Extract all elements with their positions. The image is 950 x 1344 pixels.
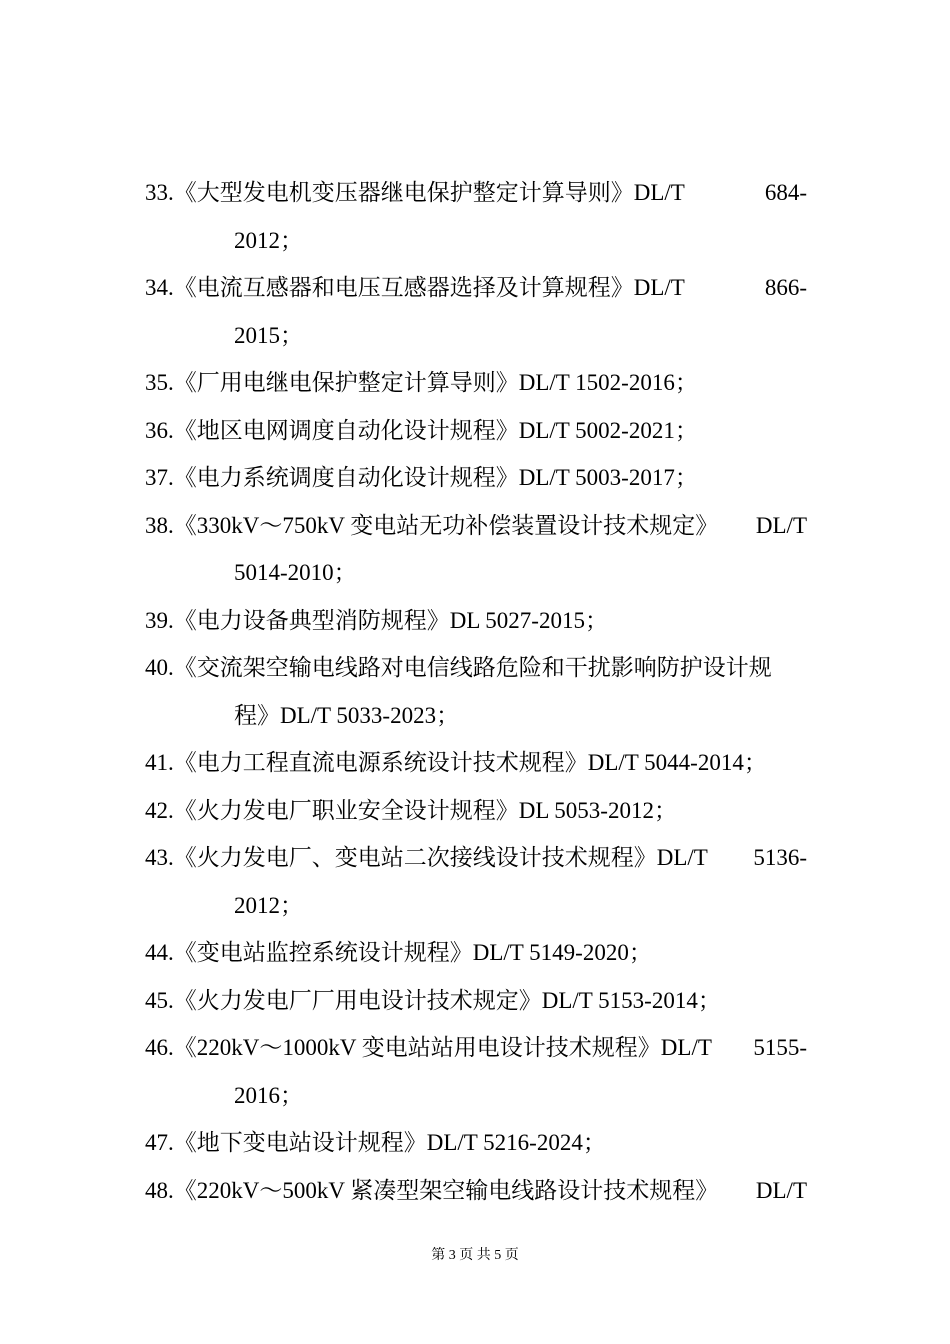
reference-line <box>145 502 807 550</box>
reference-number: 42. <box>145 797 174 823</box>
reference-line <box>145 977 807 1025</box>
reference-continuation: 2016； <box>234 1082 303 1108</box>
reference-item <box>145 264 807 359</box>
reference-text <box>145 834 708 882</box>
reference-code-fragment: 684- <box>764 180 807 205</box>
reference-line <box>145 264 807 312</box>
reference-title: 《变电站监控系统设计规程》DL/T 5149-2020； <box>173 940 652 965</box>
reference-line <box>145 1119 807 1167</box>
reference-text <box>145 370 698 395</box>
reference-item <box>145 454 807 502</box>
reference-line <box>145 787 807 835</box>
reference-text <box>145 940 652 965</box>
reference-number: 40. <box>145 655 174 680</box>
reference-line <box>145 644 807 692</box>
reference-title: 《地区电网调度自动化设计规程》DL/T 5002-2021； <box>173 417 698 443</box>
reference-number: 41. <box>145 750 174 775</box>
reference-line <box>145 834 807 882</box>
reference-item <box>145 787 807 835</box>
reference-item <box>145 1024 807 1119</box>
reference-line <box>145 454 807 502</box>
reference-text <box>145 169 685 217</box>
reference-number: 43. <box>145 845 174 870</box>
reference-text <box>145 655 772 680</box>
reference-title: 《330kV～750kV 变电站无功补偿装置设计技术规定》 <box>173 512 719 538</box>
reference-text <box>145 608 608 633</box>
reference-text <box>145 1167 718 1215</box>
reference-text <box>145 988 721 1013</box>
reference-item <box>145 739 807 787</box>
reference-code-fragment: DL/T <box>755 512 807 538</box>
reference-number: 45. <box>145 987 174 1013</box>
reference-title: 《交流架空输电线路对电信线路危险和干扰影响防护设计规 <box>173 655 772 680</box>
reference-title: 《厂用电继电保护整定计算导则》DL/T 1502-2016； <box>173 370 698 395</box>
reference-item <box>145 597 807 645</box>
reference-title: 《火力发电厂厂用电设计技术规定》DL/T 5153-2014； <box>173 987 721 1013</box>
reference-line <box>145 929 807 977</box>
reference-line <box>145 597 807 645</box>
reference-item <box>145 502 807 597</box>
reference-line <box>145 359 807 407</box>
reference-title: 《电力工程直流电源系统设计技术规程》DL/T 5044-2014； <box>173 750 767 775</box>
reference-item <box>145 977 807 1025</box>
reference-item <box>145 644 807 739</box>
reference-item <box>145 1119 807 1167</box>
reference-number: 38. <box>145 512 174 538</box>
reference-item <box>145 169 807 264</box>
reference-title: 《220kV～1000kV 变电站站用电设计技术规程》DL/T <box>173 1035 712 1060</box>
reference-text <box>145 502 718 550</box>
reference-title: 《220kV～500kV 紧凑型架空输电线路设计技术规程》 <box>173 1177 719 1203</box>
reference-continuation: 程》DL/T 5033-2023； <box>234 702 460 728</box>
reference-number: 44. <box>145 940 174 965</box>
reference-continuation: 5014-2010； <box>234 560 357 585</box>
reference-title: 《火力发电厂、变电站二次接线设计技术规程》DL/T <box>173 845 708 870</box>
reference-text <box>145 750 767 775</box>
reference-title: 《电力设备典型消防规程》DL 5027-2015； <box>173 607 608 633</box>
reference-title: 《电力系统调度自动化设计规程》DL/T 5003-2017； <box>173 465 698 490</box>
reference-text <box>145 1130 606 1155</box>
reference-number: 39. <box>145 607 174 633</box>
reference-item <box>145 359 807 407</box>
reference-title: 《大型发电机变压器继电保护整定计算导则》DL/T <box>173 180 685 205</box>
reference-title: 《地下变电站设计规程》DL/T 5216-2024； <box>173 1130 606 1155</box>
reference-number: 33. <box>145 180 174 205</box>
reference-line <box>145 407 807 455</box>
reference-text <box>145 465 698 490</box>
reference-text <box>145 1024 712 1072</box>
reference-title: 《火力发电厂职业安全设计规程》DL 5053-2012； <box>173 797 677 823</box>
reference-item <box>145 929 807 977</box>
reference-number: 47. <box>145 1130 174 1155</box>
reference-number: 34. <box>145 275 174 300</box>
reference-code-fragment: 866- <box>764 275 807 300</box>
reference-number: 35. <box>145 370 174 395</box>
reference-line <box>145 1167 807 1215</box>
reference-code-fragment: 5136- <box>753 845 807 870</box>
reference-code-fragment: DL/T <box>755 1177 807 1203</box>
reference-text <box>145 264 685 312</box>
reference-text <box>145 418 698 443</box>
reference-code-fragment: 5155- <box>753 1035 807 1060</box>
reference-item <box>145 1167 807 1215</box>
reference-number: 46. <box>145 1035 174 1060</box>
reference-number: 37. <box>145 465 174 490</box>
reference-text <box>145 798 677 823</box>
reference-item <box>145 834 807 929</box>
reference-line <box>145 169 807 217</box>
reference-line <box>145 1024 807 1072</box>
reference-continuation: 2015； <box>234 322 303 348</box>
reference-continuation: 2012； <box>234 227 303 253</box>
reference-list <box>145 169 807 1214</box>
reference-continuation: 2012； <box>234 892 303 918</box>
reference-item <box>145 407 807 455</box>
reference-title: 《电流互感器和电压互感器选择及计算规程》DL/T <box>173 275 685 300</box>
reference-number: 48. <box>145 1177 174 1203</box>
page-footer: 第 3 页 共 5 页 <box>431 1248 519 1263</box>
reference-number: 36. <box>145 417 174 443</box>
reference-line <box>145 739 807 787</box>
